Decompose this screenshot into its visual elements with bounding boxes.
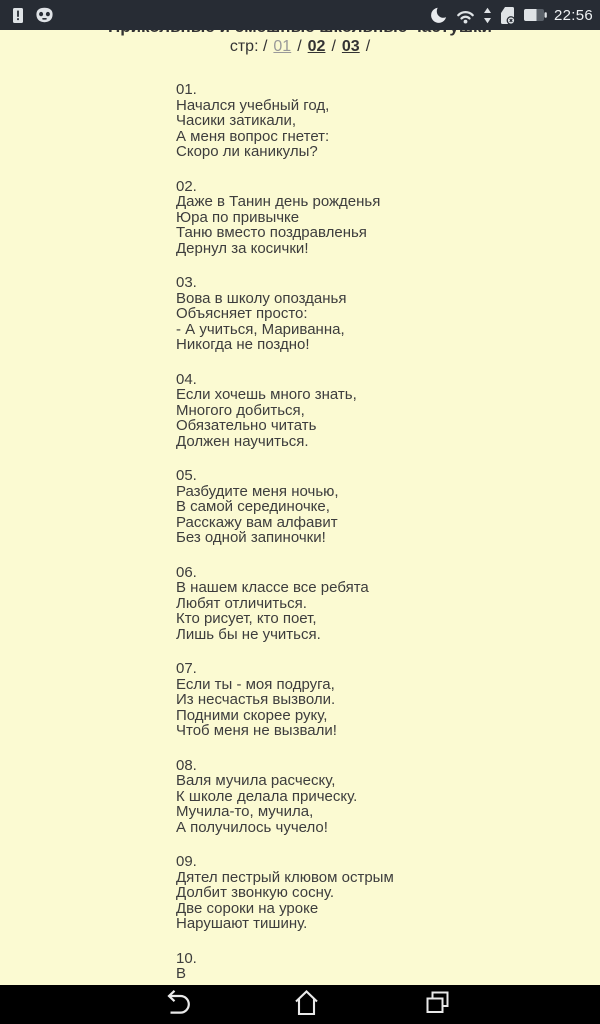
page-link-02[interactable]: 02 (307, 38, 326, 55)
verse-number: 04. (176, 370, 197, 388)
verse-line: Обязательно читать (176, 417, 317, 434)
verse-line: Без одной запиночки! (176, 529, 326, 546)
status-time: 22:56 (553, 6, 593, 24)
verse-number: 02. (176, 177, 197, 195)
verse-line: Дятел пестрый клювом острым (176, 868, 394, 886)
verse-line: А меня вопрос гнетет: (176, 127, 330, 145)
back-button[interactable] (161, 991, 191, 1018)
verse-line: Вова в школу опозданья (176, 289, 347, 307)
verse-line: Нарушают тишину. (176, 915, 308, 932)
battery-icon (523, 8, 547, 22)
storage-alert-icon (12, 7, 24, 24)
verses-list (176, 82, 576, 1001)
verse-line: Часики затикали, (176, 112, 296, 129)
verse-number: 03. (176, 274, 197, 291)
verse-number: 10. (176, 949, 197, 967)
sd-card-disabled-icon (499, 6, 516, 25)
verse-line: Таню вместо поздравленья (176, 224, 367, 241)
verse-line: Любят отличиться. (176, 594, 307, 612)
recents-icon (424, 989, 451, 1021)
verse-line: Из несчастья вызволи. (176, 691, 336, 708)
verse-number: 05. (176, 467, 197, 484)
verse-09 (176, 854, 576, 932)
mask-icon (35, 7, 54, 23)
verse-line: - А учиться, Мариванна, (176, 320, 345, 338)
verse-line: Дернул за косички! (176, 239, 309, 257)
verse-line: Никогда не поздно! (176, 336, 310, 353)
android-nav-bar (0, 985, 600, 1024)
verse-line: Расскажу вам алфавит (176, 513, 338, 531)
verse-03 (176, 275, 576, 353)
page-link-03[interactable]: 03 (341, 38, 360, 55)
verse-05 (176, 468, 576, 546)
verse-08 (176, 758, 576, 836)
verse-line: Долбит звонкую сосну. (176, 884, 335, 901)
verse-06 (176, 565, 576, 643)
verse-line: Лишь бы не учиться. (176, 625, 321, 643)
verse-02 (176, 179, 576, 257)
verse-line: Объясняет просто: (176, 305, 308, 322)
home-icon (293, 989, 320, 1021)
verse-number: 06. (176, 563, 197, 581)
verse-line: Валя мучила расческу, (176, 772, 336, 789)
verse-10 (176, 951, 576, 982)
verse-line: Разбудите меня ночью, (176, 482, 339, 500)
verse-line: А получилось чучело! (176, 818, 328, 836)
status-bar (0, 0, 600, 30)
pagination (0, 37, 600, 56)
pagination-suffix: / (365, 38, 371, 55)
verse-number: 01. (176, 81, 197, 98)
moon-icon (430, 6, 448, 24)
verse-line: Если хочешь много знать, (176, 386, 357, 403)
verse-line: Скоро ли каникулы? (176, 143, 318, 160)
verse-line: Если ты - моя подруга, (176, 675, 335, 693)
verse-07 (176, 661, 576, 739)
pagination-separator: / (297, 38, 302, 55)
verse-line: Должен научиться. (176, 432, 309, 450)
verse-number: 08. (176, 756, 197, 774)
recents-button[interactable] (422, 991, 452, 1018)
verse-04 (176, 372, 576, 450)
verse-line: В нашем классе все ребята (176, 579, 369, 596)
verse-line: В (176, 965, 187, 982)
verse-line: Начался учебный год, (176, 96, 330, 114)
wifi-activity-arrows-icon (483, 7, 492, 24)
verse-line: Многого добиться, (176, 401, 305, 419)
verse-line: Мучила-то, мучила, (176, 803, 314, 820)
verse-line: Две сороки на уроке (176, 899, 319, 917)
verse-01 (176, 82, 576, 160)
home-button[interactable] (291, 991, 321, 1018)
verse-number: 09. (176, 853, 197, 870)
pagination-prefix: стр: / (229, 38, 268, 55)
page-link-01: 01 (273, 38, 292, 55)
pagination-separator: / (331, 38, 336, 55)
verse-line: Подними скорее руку, (176, 706, 328, 724)
wifi-icon (455, 7, 476, 24)
back-icon (161, 989, 191, 1021)
verse-number: 07. (176, 660, 197, 677)
verse-line: Даже в Танин день рожденья (176, 193, 381, 210)
verse-line: В самой серединочке, (176, 498, 330, 515)
verse-line: К школе делала прическу. (176, 787, 358, 805)
verse-line: Кто рисует, кто поет, (176, 610, 317, 627)
verse-line: Юра по привычке (176, 208, 300, 226)
verse-line: Чтоб меня не вызвали! (176, 722, 337, 739)
